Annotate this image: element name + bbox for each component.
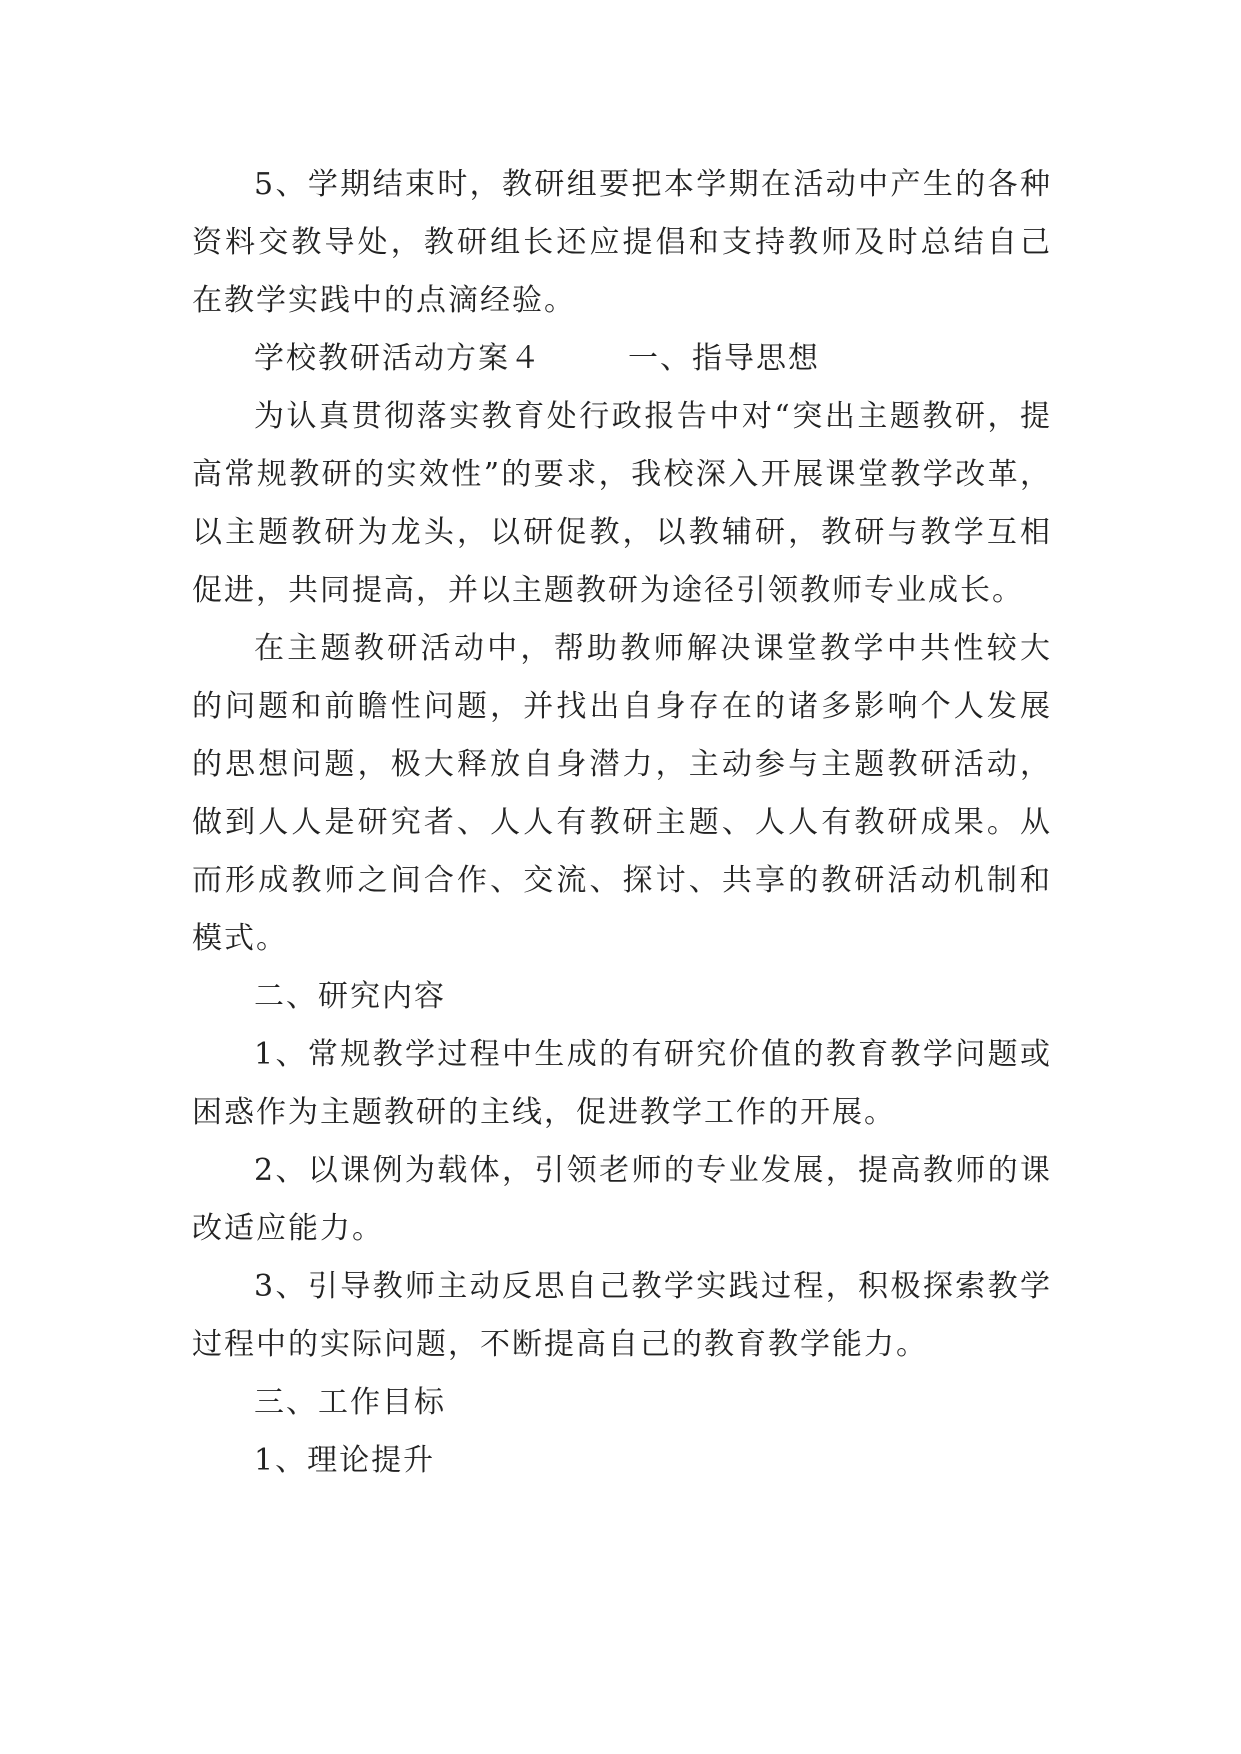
- research-item-1: 1、常规教学过程中生成的有研究价值的教育教学问题或困惑作为主题教研的主线，促进教学工作的开展。: [192, 1037, 1052, 1130]
- research-item-3: 3、引导教师主动反思自己教学实践过程，积极探索教学过程中的实际问题，不断提高自己的教育教学能力。: [192, 1269, 1052, 1362]
- subheading-theory-improvement: 1、理论提升: [254, 1443, 436, 1478]
- paragraph-activity-description: 在主题教研活动中，帮助教师解决课堂教学中共性较大的问题和前瞻性问题，并找出自身存在的诸多影响个人发展的思想问题，极大释放自身潜力，主动参与主题教研活动，做到人人是研究者、人人有教研主题、人人有教研成果。从而形成教师之间合作、交流、探讨、共享的教研活动机制和模式。: [192, 631, 1052, 956]
- paragraph-guiding-ideology: 为认真贯彻落实教育处行政报告中对“突出主题教研，提高常规教研的实效性”的要求，我校深入开展课堂教学改革，以主题教研为龙头，以研促教，以教辅研，教研与教学互相促进，共同提高，并以主题教研为途径引领教师专业成长。: [192, 399, 1052, 608]
- paragraph-semester-end: 5、学期结束时，教研组要把本学期在活动中产生的各种资料交教导处，教研组长还应提倡和支持教师及时总结自己在教学实践中的点滴经验。: [192, 167, 1052, 318]
- heading-guiding-ideology: 一、指导思想: [628, 341, 820, 376]
- heading-research-content: 二、研究内容: [254, 979, 446, 1014]
- document-body: [192, 156, 1052, 1490]
- section-title: 学校教研活动方案４: [254, 341, 542, 376]
- heading-work-goals: 三、工作目标: [254, 1385, 446, 1420]
- section-title-line: [192, 330, 1052, 388]
- research-item-2: 2、以课例为载体，引领老师的专业发展，提高教师的课改适应能力。: [192, 1153, 1052, 1246]
